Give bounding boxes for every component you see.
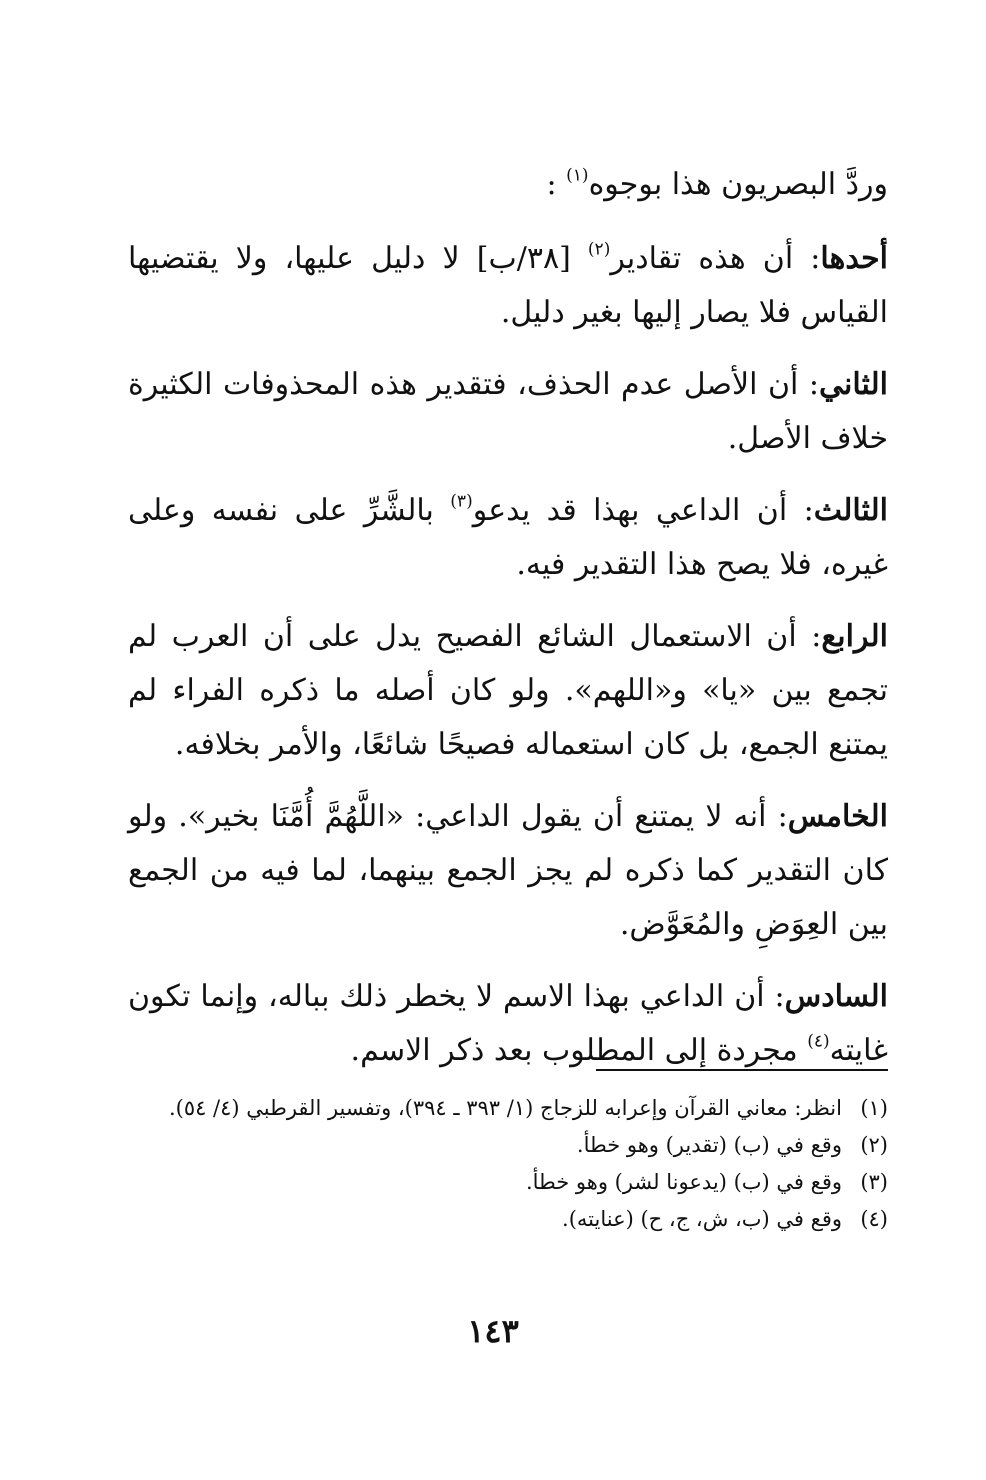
footnote-number: (٣) xyxy=(860,1170,888,1194)
footnote-number: (٢) xyxy=(860,1133,888,1157)
paragraph-fourth xyxy=(128,610,888,772)
label-second: الثاني xyxy=(818,367,888,402)
label-fourth: الرابع xyxy=(821,619,888,654)
page-number: ١٤٣ xyxy=(467,1312,519,1350)
footnote-text: وقع في (ب) (يدعونا لشر) وهو خطأ. xyxy=(525,1170,842,1194)
paragraph-sixth xyxy=(128,970,888,1078)
paragraph-second-text: : أن الأصل عدم الحذف، فتقدير هذه المحذوفات الكثيرة خلاف الأصل. xyxy=(128,367,888,456)
main-text xyxy=(128,158,888,1096)
intro-line xyxy=(128,158,888,212)
footnote-text: انظر: معاني القرآن وإعرابه للزجاج (١/ ٣٩٣ ـ ٣٩٤)، وتفسير القرطبي (٤/ ٥٤). xyxy=(168,1096,842,1120)
intro-colon: : xyxy=(546,167,557,202)
footnote-text: وقع في (ب، ش، ج، ح) (عنايته). xyxy=(562,1207,842,1231)
footnote-divider xyxy=(596,1069,888,1071)
footnote-number: (١) xyxy=(860,1096,888,1120)
footnote-4 xyxy=(128,1201,888,1238)
label-sixth: السادس xyxy=(784,979,888,1014)
footnote-ref-3: (٣) xyxy=(450,491,473,512)
footnote-number: (٤) xyxy=(860,1207,888,1231)
paragraph-second xyxy=(128,358,888,466)
footnote-ref-2: (٢) xyxy=(587,239,611,260)
paragraph-third xyxy=(128,484,888,592)
paragraph-first xyxy=(128,232,888,340)
paragraph-first-text-a: : أن هذه تقادير xyxy=(610,241,821,276)
footnote-1 xyxy=(128,1090,888,1127)
label-third: الثالث xyxy=(813,493,889,528)
paragraph-sixth-text-a: : أن الداعي بهذا الاسم لا يخطر ذلك بباله، وإنما تكون غايته xyxy=(128,979,888,1068)
paragraph-fourth-text: : أن الاستعمال الشائع الفصيح يدل على أن العرب لم تجمع بين «يا» و«اللهم». ولو كان أصله ما ذكره الفراء لم يمتنع الجمع، بل كان استعماله فصيحًا شائعًا، والأمر بخلافه. xyxy=(128,619,888,762)
paragraph-first-text-b: [٣٨/ب] لا دليل عليها، ولا يقتضيها القياس فلا يصار إليها بغير دليل. xyxy=(128,241,888,330)
paragraph-fifth-text: : أنه لا يمتنع أن يقول الداعي: «اللَّهُمَّ أُمَّنَا بخير». ولو كان التقدير كما ذكره لم يجز الجمع بينهما، لما فيه من الجمع بين العِوَضِ والمُعَوَّض. xyxy=(128,799,888,942)
footnote-3 xyxy=(128,1164,888,1201)
paragraph-sixth-text-b: مجردة إلى المطلوب بعد ذكر الاسم. xyxy=(350,1033,808,1068)
footnotes xyxy=(128,1090,888,1238)
label-first: أحدها xyxy=(820,241,888,276)
footnote-2 xyxy=(128,1127,888,1164)
paragraph-third-text-a: : أن الداعي بهذا قد يدعو xyxy=(472,493,814,528)
footnote-ref-1: (١) xyxy=(566,165,589,186)
paragraph-fifth xyxy=(128,790,888,952)
footnote-ref-4: (٤) xyxy=(807,1031,830,1052)
intro-text: وردَّ البصريون هذا بوجوه xyxy=(588,167,888,202)
label-fifth: الخامس xyxy=(787,799,888,834)
paragraph-third-text-b: بالشَّرِّ على نفسه وعلى غيره، فلا يصح هذا التقدير فيه. xyxy=(128,493,888,582)
footnote-text: وقع في (ب) (تقدير) وهو خطأ. xyxy=(576,1133,842,1157)
